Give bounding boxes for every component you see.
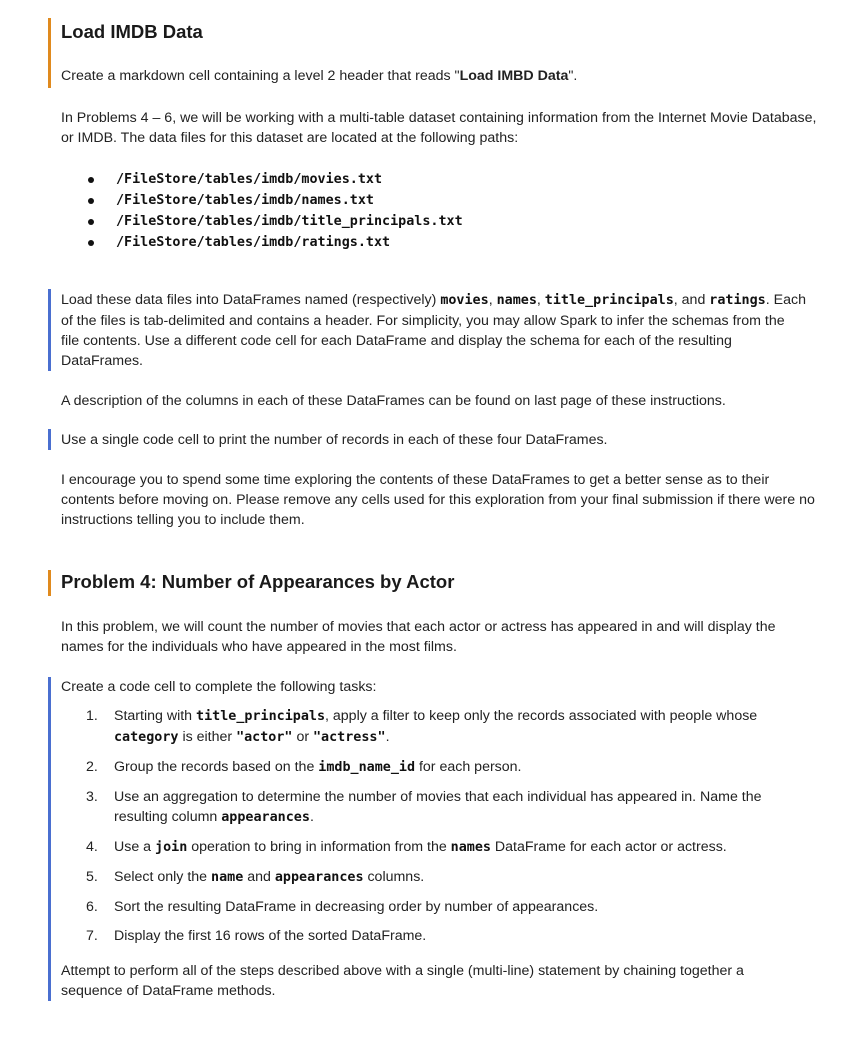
task-number: 2. bbox=[86, 759, 98, 775]
encourage-paragraph: I encourage you to spend some time exploring the contents of these DataFrames to get a better sense as to their contents before moving on. Please remove any cells used for this exploration from your final submission if there were no instructions telling you to include them. bbox=[61, 472, 815, 528]
text: columns. bbox=[363, 869, 425, 885]
code-ratings: ratings bbox=[709, 293, 766, 308]
text: . Each of the files is tab-delimited and contains a header. For simplicity, you may allow Spark to infer the schemas from the file contents. Use a different code cell for each DataFrame and display the schema for each of the resulting DataFrames. bbox=[61, 292, 806, 369]
instruction-marker-load bbox=[48, 289, 51, 371]
text: Group the records based on the bbox=[114, 759, 319, 775]
code-title-principals: title_principals bbox=[544, 293, 674, 308]
code-appearances: appearances bbox=[221, 810, 310, 825]
load-dataframes-paragraph bbox=[61, 290, 806, 371]
description-paragraph: A description of the columns in each of these DataFrames can be found on last page of these instructions. bbox=[61, 393, 726, 409]
task-number: 4. bbox=[86, 839, 98, 855]
text: , bbox=[488, 292, 497, 308]
code-movies: movies bbox=[440, 293, 489, 308]
list-item bbox=[86, 837, 806, 858]
text: Starting with bbox=[114, 708, 197, 724]
text: Use a bbox=[114, 839, 156, 855]
file-path-list bbox=[88, 169, 463, 253]
heading-problem-4: Problem 4: Number of Appearances by Actor bbox=[61, 571, 455, 592]
code-imdb-name-id: imdb_name_id bbox=[318, 760, 416, 775]
count-paragraph: Use a single code cell to print the number of records in each of these four DataFrames. bbox=[61, 432, 608, 448]
text: Load these data files into DataFrames named (respectively) bbox=[61, 292, 441, 308]
code-name: name bbox=[211, 870, 244, 885]
text: and bbox=[243, 869, 275, 885]
code-actress: "actress" bbox=[313, 730, 386, 745]
text: operation to bring in information from the bbox=[187, 839, 451, 855]
code-names: names bbox=[496, 293, 537, 308]
code-appearances: appearances bbox=[274, 870, 364, 885]
intro-paragraph bbox=[61, 66, 821, 86]
list-item bbox=[86, 897, 806, 917]
instruction-marker-count bbox=[48, 429, 51, 450]
text: . bbox=[309, 809, 314, 825]
code-title-principals: title_principals bbox=[196, 709, 326, 724]
attempt-paragraph: Attempt to perform all of the steps described above with a single (multi-line) statement by chaining together a sequence of DataFrame methods. bbox=[61, 963, 744, 999]
list-item bbox=[88, 169, 463, 190]
intro-pre: Create a markdown cell containing a level 2 header that reads " bbox=[61, 68, 460, 84]
text: or bbox=[292, 729, 313, 745]
task-list bbox=[86, 706, 806, 946]
text: Display the first 16 rows of the sorted DataFrame. bbox=[114, 928, 427, 944]
text: Select only the bbox=[114, 869, 212, 885]
create-code-cell-text: Create a code cell to complete the following tasks: bbox=[61, 679, 377, 695]
task-number: 7. bbox=[86, 928, 98, 944]
task-number: 3. bbox=[86, 789, 98, 805]
list-item bbox=[86, 867, 806, 888]
section-marker-load bbox=[48, 18, 51, 88]
list-item bbox=[86, 706, 806, 748]
text: , apply a filter to keep only the records associated with people whose bbox=[325, 708, 758, 724]
list-item bbox=[88, 232, 463, 253]
file-path: /FileStore/tables/imdb/ratings.txt bbox=[116, 235, 391, 250]
list-item bbox=[88, 190, 463, 211]
text: is either bbox=[178, 729, 237, 745]
list-item bbox=[88, 211, 463, 232]
text: Use an aggregation to determine the number of movies that each individual has appeared in. Name the resulting column bbox=[114, 789, 762, 825]
instruction-marker-tasks bbox=[48, 677, 51, 1001]
code-actor: "actor" bbox=[236, 730, 293, 745]
heading-load-imdb-data: Load IMDB Data bbox=[61, 21, 203, 42]
problems-paragraph: In Problems 4 – 6, we will be working with a multi-table dataset containing information from the Internet Movie Database, or IMDB. The data files for this dataset are located at the following paths: bbox=[61, 110, 817, 146]
code-names: names bbox=[450, 840, 491, 855]
text: for each person. bbox=[415, 759, 522, 775]
list-item bbox=[86, 757, 806, 778]
task-number: 6. bbox=[86, 899, 98, 915]
text: , and bbox=[673, 292, 706, 308]
section-marker-problem4 bbox=[48, 570, 51, 596]
intro-bold-header: Load IMBD Data bbox=[459, 68, 569, 84]
intro-post: ". bbox=[568, 68, 578, 84]
text: , bbox=[536, 292, 545, 308]
text: . bbox=[385, 729, 390, 745]
text: DataFrame for each actor or actress. bbox=[490, 839, 727, 855]
file-path: /FileStore/tables/imdb/title_principals.txt bbox=[116, 214, 463, 229]
file-path: /FileStore/tables/imdb/names.txt bbox=[116, 193, 374, 208]
list-item bbox=[86, 787, 806, 828]
text: Sort the resulting DataFrame in decreasing order by number of appearances. bbox=[114, 899, 599, 915]
problem4-intro-paragraph: In this problem, we will count the number of movies that each actor or actress has appeared in and will display the names for the individuals who have appeared in the most films. bbox=[61, 619, 776, 655]
task-number: 1. bbox=[86, 708, 98, 724]
task-number: 5. bbox=[86, 869, 98, 885]
list-item bbox=[86, 926, 806, 946]
code-category: category bbox=[114, 730, 179, 745]
file-path: /FileStore/tables/imdb/movies.txt bbox=[116, 172, 383, 187]
code-join: join bbox=[155, 840, 188, 855]
